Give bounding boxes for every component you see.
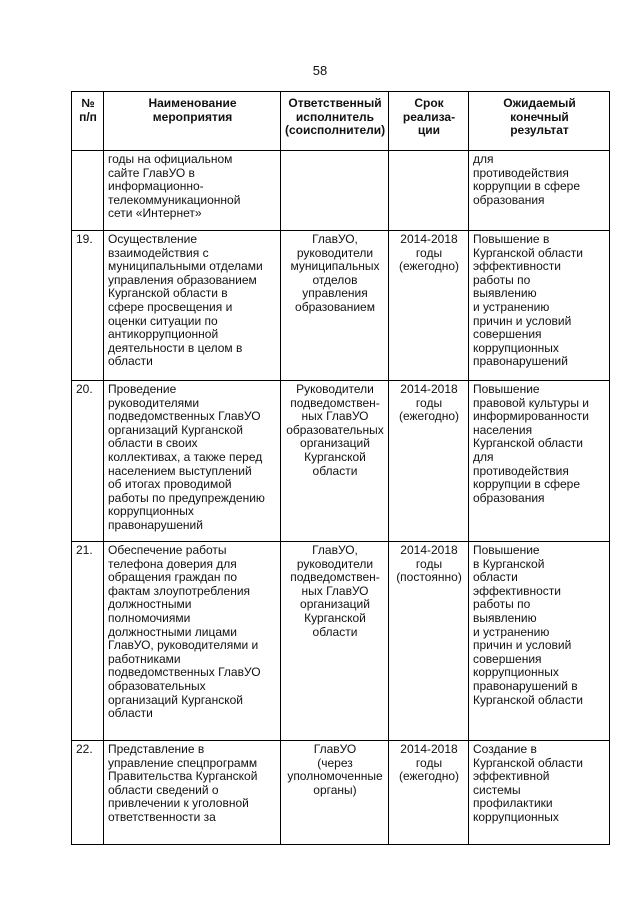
row-result: Повышение в Курганской области эффективности работы по выявлению и устранению причин и условий совершения коррупционных правонарушений — [469, 231, 610, 381]
header-num: № п/п — [72, 92, 104, 151]
header-term: Срок реализа- ции — [389, 92, 469, 151]
row-num — [72, 151, 104, 231]
row-name: Обеспечение работы телефона доверия для обращения граждан по фактам злоупотребления должностными полномочиями должностными лицами ГлавУО, руководителями и работниками подведомственных ГлавУО образовательных организаций Курганской области — [104, 542, 281, 741]
table-row — [72, 151, 610, 231]
table-row — [72, 231, 610, 381]
row-num: 20. — [72, 381, 104, 542]
row-name: Осуществление взаимодействия с муниципальными отделами управления образованием Курганской области в сфере просвещения и оценки ситуации по антикоррупционной деятельности в целом в области — [104, 231, 281, 381]
row-result: Повышение правовой культуры и информированности населения Курганской области для противодействия коррупции в сфере образования — [469, 381, 610, 542]
row-result: для противодействия коррупции в сфере образования — [469, 151, 610, 231]
row-executor: ГлавУО, руководители подведомствен- ных ГлавУО организаций Курганской области — [281, 542, 389, 741]
row-term: 2014-2018 годы (ежегодно) — [389, 231, 469, 381]
header-name: Наименование мероприятия — [104, 92, 281, 151]
page-number: 58 — [312, 63, 328, 78]
row-name: годы на официальном сайте ГлавУО в информационно- телекоммуникационной сети «Интернет» — [104, 151, 281, 231]
header-result: Ожидаемый конечный результат — [469, 92, 610, 151]
row-result: Создание в Курганской области эффективной системы профилактики коррупционных — [469, 741, 610, 845]
row-result: Повышение в Курганской области эффективности работы по выявлению и устранению причин и условий совершения коррупционных правонарушений в Курганской области — [469, 542, 610, 741]
row-num: 21. — [72, 542, 104, 741]
row-executor — [281, 151, 389, 231]
row-term: 2014-2018 годы (ежегодно) — [389, 381, 469, 542]
table-row — [72, 381, 610, 542]
measures-table — [71, 91, 610, 845]
table-row — [72, 741, 610, 845]
row-executor: ГлавУО, руководители муниципальных отделов управления образованием — [281, 231, 389, 381]
row-term: 2014-2018 годы (ежегодно) — [389, 741, 469, 845]
row-name: Представление в управление спецпрограмм Правительства Курганской области сведений о привлечении к уголовной ответственности за — [104, 741, 281, 845]
row-term: 2014-2018 годы (постоянно) — [389, 542, 469, 741]
row-num: 19. — [72, 231, 104, 381]
row-term — [389, 151, 469, 231]
row-num: 22. — [72, 741, 104, 845]
table-header-row — [72, 92, 610, 151]
row-executor: ГлавУО (через уполномоченные органы) — [281, 741, 389, 845]
header-executor: Ответственный исполнитель (соисполнители) — [281, 92, 389, 151]
table-row — [72, 542, 610, 741]
row-name: Проведение руководителями подведомственных ГлавУО организаций Курганской области в своих коллективах, а также перед населением выступлений об итогах проводимой работы по предупреждению коррупционных правонарушений — [104, 381, 281, 542]
row-executor: Руководители подведомствен- ных ГлавУО образовательных организаций Курганской области — [281, 381, 389, 542]
